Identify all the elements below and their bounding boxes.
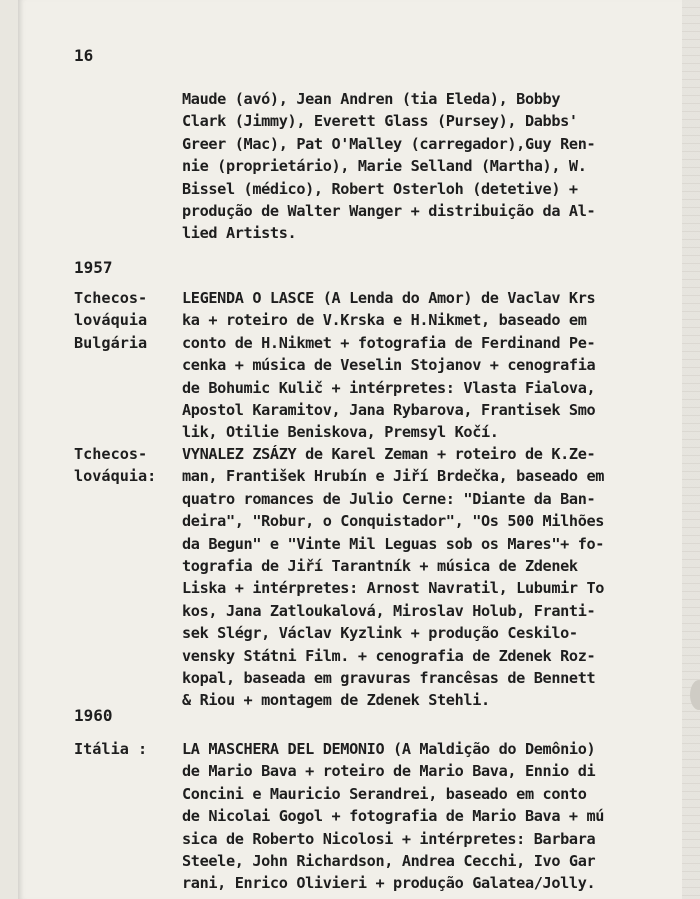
text-line: de Mario Bava + roteiro de Mario Bava, Ennio di: [182, 762, 596, 781]
text-line: man, František Hrubín e Jiří Brdečka, baseado em: [182, 467, 605, 486]
text-line: Steele, John Richardson, Andrea Cecchi, Ivo Gar: [182, 852, 596, 871]
entry-country: [74, 88, 182, 245]
entry-text: [182, 88, 690, 245]
text-line: de Bohumic Kulič + intérpretes: Vlasta Fialova,: [182, 378, 596, 397]
year-heading: 1957: [74, 258, 113, 277]
page-number: 16: [74, 46, 94, 65]
text-line: nie (proprietário), Marie Selland (Martha), W.: [182, 157, 587, 176]
text-line: quatro romances de Julio Cerne: "Diante da Ban-: [182, 489, 596, 508]
text-line: Greer (Mac), Pat O'Malley (carregador),Guy Ren-: [182, 134, 596, 153]
text-line: produção de Walter Wanger + distribuição da Al-: [182, 202, 596, 221]
text-line: kopal, baseada em gravuras francêsas de Bennett: [182, 669, 596, 688]
text-line: & Riou + montagem de Zdenek Stehli.: [182, 691, 490, 710]
text-line: ka + roteiro de V.Krska e H.Nikmet, baseado em: [182, 311, 587, 330]
film-entry: [74, 443, 690, 712]
text-line: Apostol Karamitov, Jana Rybarova, Frantisek Smo: [182, 401, 596, 420]
entry-text: [182, 443, 690, 712]
text-line: Bissel (médico), Robert Osterloh (detetive) +: [182, 179, 578, 198]
entry-country: Tchecos- lováquia Bulgária: [74, 289, 148, 352]
text-line: da Begun" e "Vinte Mil Leguas sob os Mares"+ fo-: [182, 534, 605, 553]
text-line: LEGENDA O LASCE (A Lenda do Amor) de Vaclav Krs: [182, 289, 596, 307]
text-line: LA MASCHERA DEL DEMONIO (A Maldição do Demônio): [182, 740, 596, 758]
text-line: conto de H.Nikmet + fotografia de Ferdinand Pe-: [182, 333, 596, 352]
text-line: Concini e Mauricio Serandrei, baseado em conto: [182, 784, 587, 803]
text-line: lied Artists.: [182, 224, 297, 243]
text-line: rani, Enrico Olivieri + produção Galatea/Jolly.: [182, 874, 596, 893]
text-line: de Nicolai Gogol + fotografia de Mario Bava + mú: [182, 807, 605, 826]
text-line: deira", "Robur, o Conquistador", "Os 500 Milhões: [182, 512, 605, 531]
text-line: tografia de Jiří Tarantník + música de Zdenek: [182, 557, 578, 576]
text-line: Clark (Jimmy), Everett Glass (Pursey), Dabbs': [182, 112, 578, 131]
text-line: kos, Jana Zatloukalová, Miroslav Holub, Franti-: [182, 601, 596, 620]
film-entry: [74, 287, 690, 444]
year-heading: 1960: [74, 706, 113, 725]
text-line: sica de Roberto Nicolosi + intérpretes: Barbara: [182, 829, 596, 848]
text-line: vensky Státni Film. + cenografia de Zdenek Roz-: [182, 646, 596, 665]
entry-country: Tchecos- lováquia:: [74, 445, 157, 486]
text-line: Maude (avó), Jean Andren (tia Eleda), Bobby: [182, 90, 561, 108]
film-entry: [74, 738, 690, 895]
text-line: lik, Otilie Beniskova, Premsyl Kočí.: [182, 423, 499, 442]
text-line: sek Slégr, Václav Kyzlink + produção Ceskilo-: [182, 624, 578, 643]
entry-text: [182, 738, 690, 895]
entry-text: [182, 287, 690, 444]
entry-country: Itália :: [74, 740, 148, 758]
text-line: VYNALEZ ZSÁZY de Karel Zeman + roteiro de K.Ze-: [182, 445, 596, 463]
text-line: Liska + intérpretes: Arnost Navratil, Lubumir To: [182, 579, 605, 598]
cast-continuation: [74, 88, 690, 245]
text-line: cenka + música de Veselin Stojanov + cenografia: [182, 356, 596, 375]
